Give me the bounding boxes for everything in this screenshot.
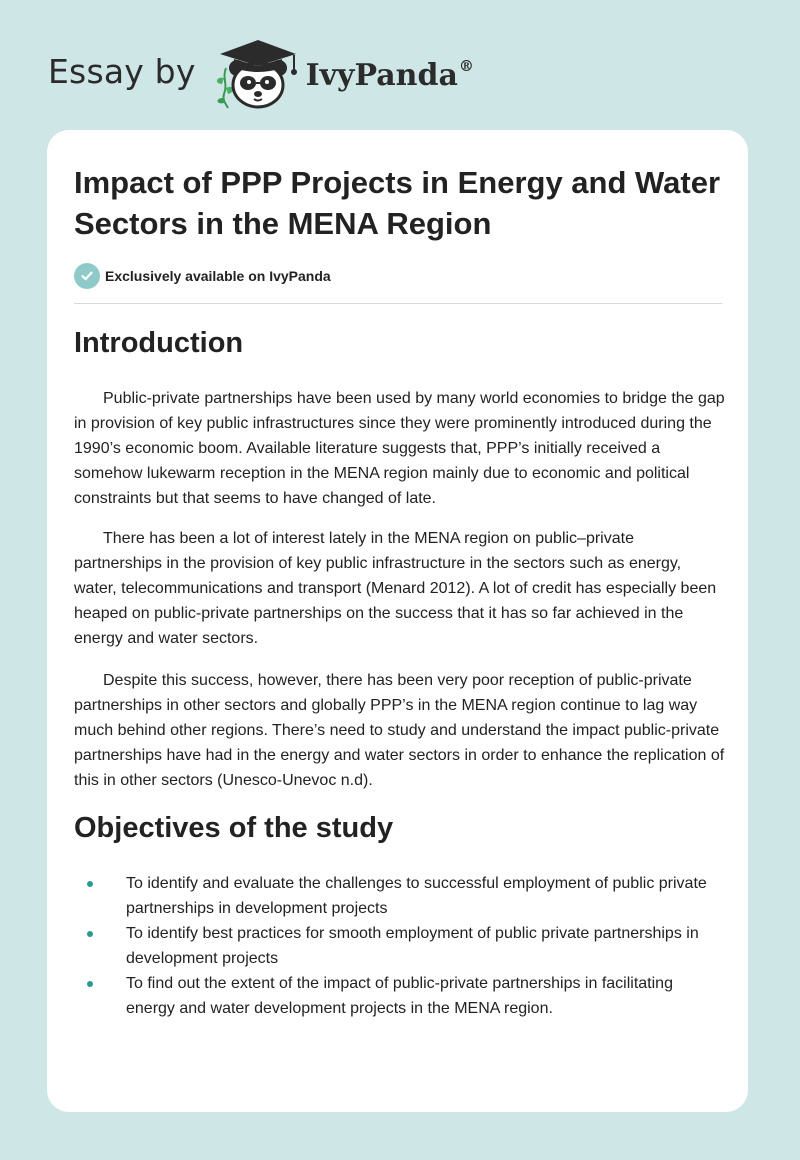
panda-logo-icon[interactable] — [210, 38, 302, 110]
paragraph: Public-private partnerships have been used by many world economies to bridge the gap in provision of key public infrastructures since they were prominently introduced during the 1990’s economic boom. Available literature suggests that, PPP’s initially received a somehow lukewarm reception in the MENA region mainly due to economic and political constraints but that seems to have changed of late. — [74, 390, 725, 507]
bullet-dot-icon — [87, 931, 93, 937]
bullet-dot-icon — [87, 881, 93, 887]
exclusive-label: Exclusively available on IvyPanda — [105, 268, 331, 284]
exclusive-badge — [74, 263, 331, 289]
objectives-list — [74, 871, 726, 1021]
page-title: Impact of PPP Projects in Energy and Water Sectors in the MENA Region — [74, 165, 721, 241]
section-heading-objectives: Objectives of the study — [74, 812, 394, 844]
divider — [74, 303, 722, 304]
list-item-text: To identify and evaluate the challenges to successful employment of public private partnerships in development projects — [126, 875, 707, 917]
check-circle-icon — [74, 263, 100, 289]
paragraph: Despite this success, however, there has been very poor reception of public-private partnerships in other sectors and globally PPP’s in the MENA region continue to lag way much behind other regions. There’s need to study and understand the impact public-private partnerships have had in the energy and water sectors in order to enhance the replication of this in other sectors (Unesco-Unevoc n.d). — [74, 672, 725, 789]
paragraph: There has been a lot of interest lately in the MENA region on public–private partnerships in the provision of key public infrastructure in the sectors such as energy, water, telecommunications and transport (Menard 2012). A lot of credit has especially been heaped on public-private partnerships on the success that it has so far achieved in the energy and water sectors. — [74, 530, 717, 647]
list-item-text: To identify best practices for smooth employment of public private partnerships in development projects — [126, 925, 699, 967]
brand-name-text: IvyPanda — [305, 58, 458, 93]
list-item — [74, 971, 726, 1021]
bullet-dot-icon — [87, 981, 93, 987]
list-item — [74, 871, 726, 921]
brand-prefix: Essay by — [48, 51, 196, 91]
list-item-text: To find out the extent of the impact of public-private partnerships in facilitating energy and water development projects in the MENA region. — [126, 975, 673, 1017]
list-item — [74, 921, 726, 971]
section-heading-introduction: Introduction — [74, 327, 244, 359]
essay-card — [47, 130, 748, 1112]
brand-name[interactable] — [306, 57, 474, 93]
registered-mark: ® — [458, 57, 474, 75]
brand-header — [48, 38, 474, 110]
